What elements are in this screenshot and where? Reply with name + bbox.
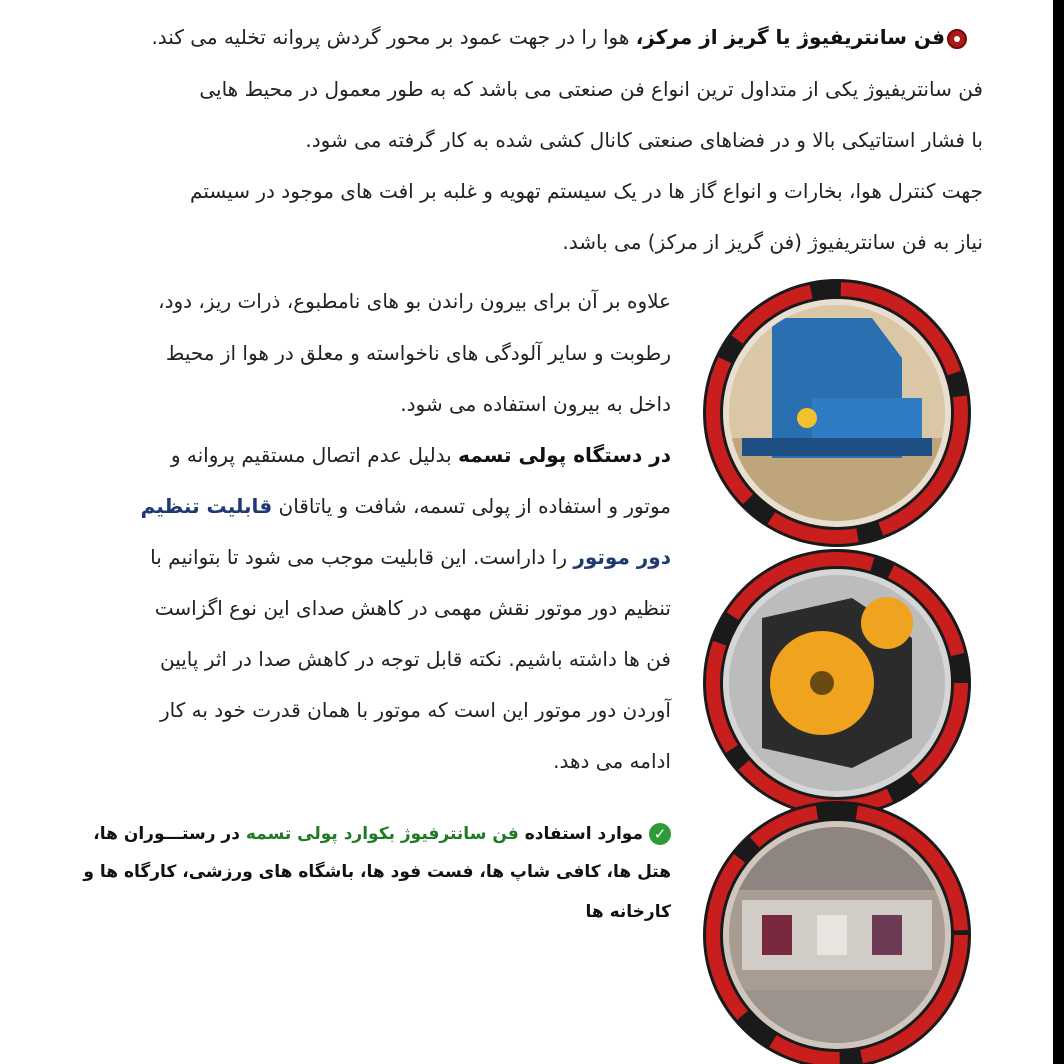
body-line-2: رطوبت و سایر آلودگی های ناخواسته و معلق در هوا از محیط	[165, 341, 671, 365]
motor-speed-highlight: دور موتور	[573, 545, 671, 569]
uses-line-1: ✓موارد استفاده فن سانترفیوژ بکوارد پولی تسمه در رستـــوران ها،	[93, 818, 671, 850]
workshop-photo	[702, 800, 972, 1064]
speed-control-highlight: قابلیت تنظیم	[140, 494, 273, 518]
body-line-3: داخل به بیرون استفاده می شود.	[400, 392, 671, 416]
body-line-5: موتور و استفاده از پولی تسمه، شافت و یاتاقان قابلیت تنظیم	[140, 494, 671, 518]
body-line-10: ادامه می دهد.	[553, 749, 671, 773]
yellow-fan-photo	[702, 548, 972, 818]
intro-line-3: جهت کنترل هوا، بخارات و انواع گاز ها در یک سیستم تهویه و غلبه بر افت های موجود در سیستم	[190, 179, 983, 203]
uses-label: موارد استفاده	[524, 824, 643, 844]
body-line-4: در دستگاه پولی تسمه بدلیل عدم اتصال مستقیم پروانه و	[170, 443, 671, 467]
check-circle-icon: ✓	[649, 823, 671, 845]
intro-line-2: با فشار استاتیکی بالا و در فضاهای صنعتی کانال کشی شده به کار گرفته می شود.	[305, 128, 983, 152]
body-line-9: آوردن دور موتور این است که موتور با همان قدرت خود به کار	[160, 698, 671, 722]
body-line-7: تنظیم دور موتور نقش مهمی در کاهش صدای این نوع اگزاست	[154, 596, 671, 620]
belt-pulley-phrase: در دستگاه پولی تسمه	[458, 443, 671, 467]
blue-fan-photo	[702, 278, 972, 548]
heading-line	[151, 20, 967, 54]
intro-line-4: نیاز به فن سانتریفیوژ (فن گریز از مرکز) می باشد.	[562, 230, 983, 254]
body-line-1: علاوه بر آن برای بیرون راندن بو های نامطبوع، ذرات ریز، دود،	[158, 289, 671, 313]
uses-line-3: کارخانه ها	[585, 902, 671, 922]
body-line-8: فن ها داشته باشیم. نکته قابل توجه در کاهش صدا در اثر پایین	[159, 647, 671, 671]
fan-gear-icon	[947, 29, 967, 49]
heading-text: هوا را در جهت عمود بر محور گردش پروانه تخلیه می کند.	[151, 25, 636, 49]
uses-highlight: فن سانترفیوژ بکوارد پولی تسمه	[245, 824, 525, 844]
heading-bold: فن سانتریفیوژ یا گریز از مرکز،	[635, 25, 945, 49]
uses-line-2: هتل ها، کافی شاپ ها، فست فود ها، باشگاه های ورزشی، کارگاه ها و	[83, 862, 671, 882]
body-line-6: دور موتور را داراست. این قابلیت موجب می شود تا بتوانیم با	[150, 545, 671, 569]
intro-line-1: فن سانتریفیوژ یکی از متداول ترین انواع فن صنعتی می باشد که به طور معمول در محیط هایی	[199, 77, 983, 101]
